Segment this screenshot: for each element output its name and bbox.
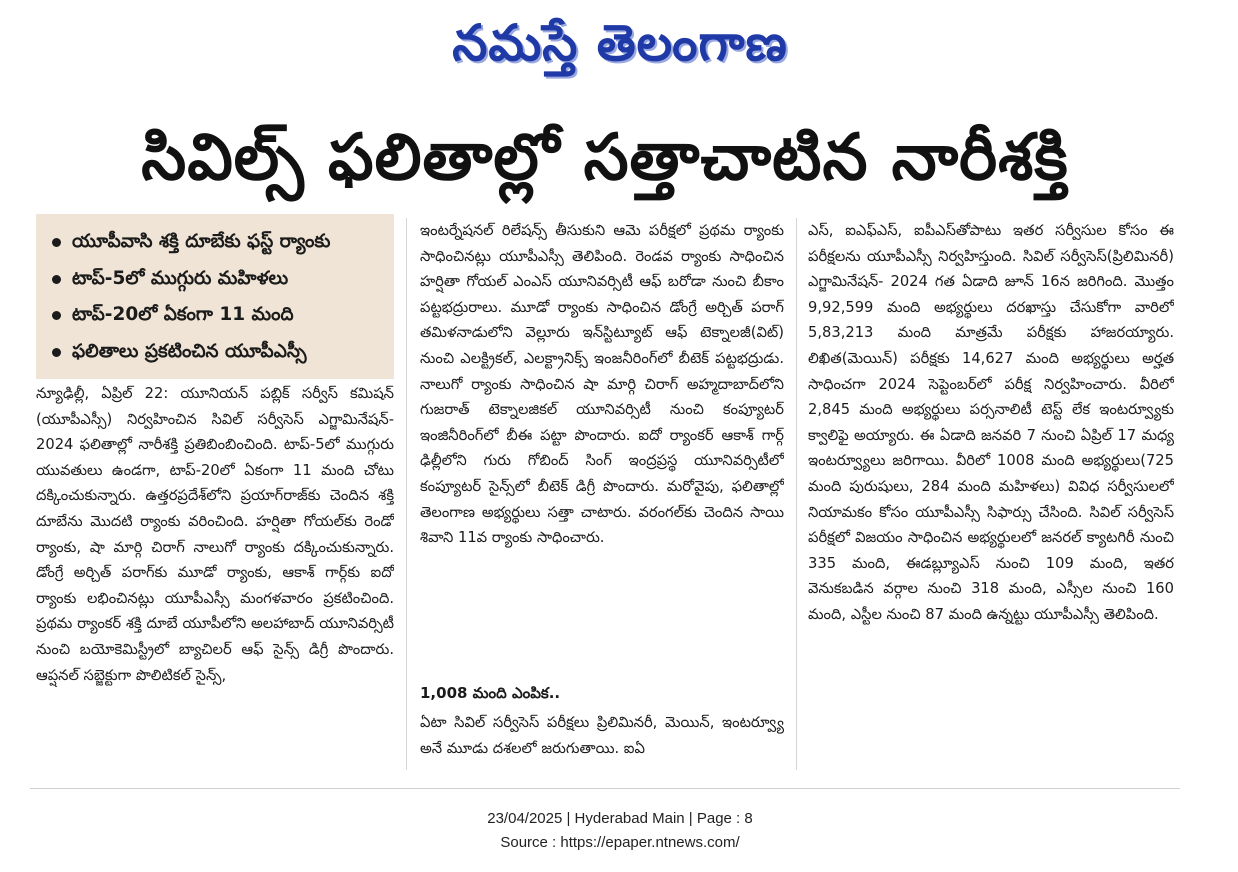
edition-info: 23/04/2025 | Hyderabad Main | Page : 8 (487, 810, 753, 827)
article-column-2 (420, 218, 784, 668)
highlight-item (50, 224, 382, 261)
highlight-item (50, 261, 382, 298)
highlight-text: ఫలితాలు ప్రకటించిన యూపీఎస్సీ (72, 340, 307, 362)
article-paragraph: ఏటా సివిల్ సర్వీసెస్ పరీక్షలు ప్రిలిమినరీ, మెయిన్, ఇంటర్వ్యూ అనే మూడు దశలలో జరుగుతాయి. ఐఏ (420, 714, 784, 757)
source-link[interactable]: Source : https://epaper.ntnews.com/ (500, 834, 740, 851)
highlight-text: యూపీవాసి శక్తి దూబేకు ఫస్ట్ ర్యాంకు (72, 231, 331, 252)
highlights-box (36, 214, 394, 379)
article-subheading: 1,008 మంది ఎంపిక.. (420, 684, 561, 702)
newspaper-masthead-logo: నమస్తే తెలంగాణ (452, 13, 788, 72)
highlight-text: టాప్-5లో ముగ్గురు మహిళలు (72, 267, 289, 289)
highlight-item (50, 297, 382, 334)
article-paragraph: న్యూఢిల్లీ, ఏప్రిల్ 22: యూనియన్ పబ్లిక్ సర్వీస్ కమిషన్ (యూపీఎస్సీ) నిర్వహించిన సివిల్ సర్వీసెస్ ఎగ్జామినేషన్- 2024 ఫలితాల్లో నారీశక్తి ప్రతిబింబించింది. టాప్-5లో ముగ్గురు యువతులు ఉండగా, టాప్-20లో ఏకంగా 11 మంది చోటు దక్కించుకున్నారు. ఉత్తరప్రదేశ్‌లోని ప్రయాగ్‌రాజ్‌కు చెందిన శక్తి దూబేను మొదటి ర్యాంకు వరించింది. హర్షితా గోయల్‌కు రెండో ర్యాంకు, షా మార్గి చిరాగ్ నాలుగో ర్యాంకు దక్కించుకున్నారు. డోంగ్రే అర్చిత్ పరాగ్‌కు మూడో ర్యాంకు, ఆకాశ్ గార్గ్‌కు ఐదో ర్యాంకు లభించినట్లు యూపీఎస్సీ మంగళవారం ప్రకటించింది. ప్రథమ ర్యాంకర్ శక్తి దూబే యూపీలోని అలహాబాద్ యూనివర్సిటీ నుంచి బయోకెమిస్ట్రీలో బ్యాచిలర్ ఆఫ్ సైన్స్ డిగ్రీ పొందారు. ఆప్షనల్ సబ్జెక్టుగా పొలిటికల్ సైన్స్, (36, 385, 394, 684)
article-paragraph: ఎస్, ఐఎఫ్‌ఎస్, ఐపీఎస్‌తోపాటు ఇతర సర్వీసుల కోసం ఈ పరీక్షలను యూపీఎస్సీ నిర్వహిస్తుంది. సివిల్ సర్వీసెస్(ప్రిలిమినరీ) ఎగ్జామినేషన్- 2024 గత ఏడాది జూన్ 16న జరిగింది. మొత్తం 9,92,599 మంది అభ్యర్థులు దరఖాస్తు చేసుకోగా వారిలో 5,83,213 మంది మాత్రమే పరీక్షకు హాజరయ్యారు. లిఖిత(మెయిన్) పరీక్షకు 14,627 మంది అభ్యర్థులు అర్హత సాధించగా 2024 సెప్టెంబర్‌లో పరీక్ష నిర్వహించారు. వీరిలో 2,845 మంది అభ్యర్థులు పర్సనాలిటీ టెస్ట్ లేక ఇంటర్వ్యూకు క్వాలిఫై అయ్యారు. ఈ ఏడాది జనవరి 7 నుంచి ఏప్రిల్ 17 మధ్య ఇంటర్వ్యూలు జరిగాయి. వీరిలో 1008 మంది అభ్యర్థులు(725 మంది పురుషులు, 284 మంది మహిళలు) వివిధ సర్వీసులలో నియామకం కోసం యూపీఎస్సీ సిఫార్సు చేసింది. సివిల్ సర్వీసెస్ పరీక్షలో విజయం సాధించిన అభ్యర్థులలో జనరల్ క్యాటగిరీ నుంచి 335 మంది, ఈడబ్ల్యూఎస్ నుంచి 109 మంది, ఇతర వెనుకబడిన వర్గాల నుంచి 318 మంది, ఎస్సీల నుంచి 160 మంది, ఎస్టీల నుంచి 87 మంది ఉన్నట్టు యూపీఎస్సీ తెలిపింది. (808, 222, 1174, 623)
footer-divider (30, 788, 1180, 789)
highlight-item (50, 334, 382, 371)
article-column-2-continued (420, 710, 784, 772)
article-headline: సివిల్స్ ఫలితాల్లో సత్తాచాటిన నారీశక్తి (141, 121, 1069, 195)
highlight-text: టాప్-20లో ఏకంగా 11 మంది (72, 304, 294, 325)
article-column-1 (36, 381, 394, 779)
bullet-icon (52, 275, 61, 284)
column-divider (406, 218, 407, 770)
bullet-icon (52, 238, 61, 247)
bullet-icon (52, 311, 61, 320)
article-column-3 (808, 218, 1174, 774)
column-divider (796, 218, 797, 770)
bullet-icon (52, 348, 61, 357)
article-paragraph: ఇంటర్నేషనల్ రిలేషన్స్ తీసుకుని ఆమె పరీక్షలో ప్రథమ ర్యాంకు సాధించినట్లు యూపీఎస్సీ తెలిపింది. రెండవ ర్యాంకు సాధించిన హర్షితా గోయల్ ఎంఎస్ యూనివర్సిటీ ఆఫ్ బరోడా నుంచి బీకాం పట్టభద్రురాలు. మూడో ర్యాంకు సాధించిన డోంగ్రే అర్చిత్ పరాగ్ తమిళనాడులోని వెల్లూరు ఇన్‌స్టిట్యూట్ ఆఫ్ టెక్నాలజీ(విట్) నుంచి ఎలక్ట్రికల్, ఎలక్ట్రానిక్స్ ఇంజనీరింగ్‌లో బీటెక్ పట్టభద్రుడు. నాలుగో ర్యాంకు సాధించిన షా మార్గి చిరాగ్ అహ్మదాబాద్‌లోని గుజరాత్ టెక్నాలజికల్ యూనివర్సిటీ నుంచి కంప్యూటర్ ఇంజినీరింగ్‌లో బీఈ పట్టా పొందారు. ఐదో ర్యాంకర్ ఆకాశ్ గార్గ్ ఢిల్లీలోని గురు గోబింద్ సింగ్ ఇంద్రప్రస్థ యూనివర్సిటీలో కంప్యూటర్ సైన్స్‌లో బీటెక్ డిగ్రీ పొందారు. మరోవైపు, ఫలితాల్లో తెలంగాణ అభ్యర్థులు సత్తా చాటారు. వరంగల్‌కు చెందిన సాయి శివాని 11వ ర్యాంకు సాధించారు. (420, 222, 784, 547)
